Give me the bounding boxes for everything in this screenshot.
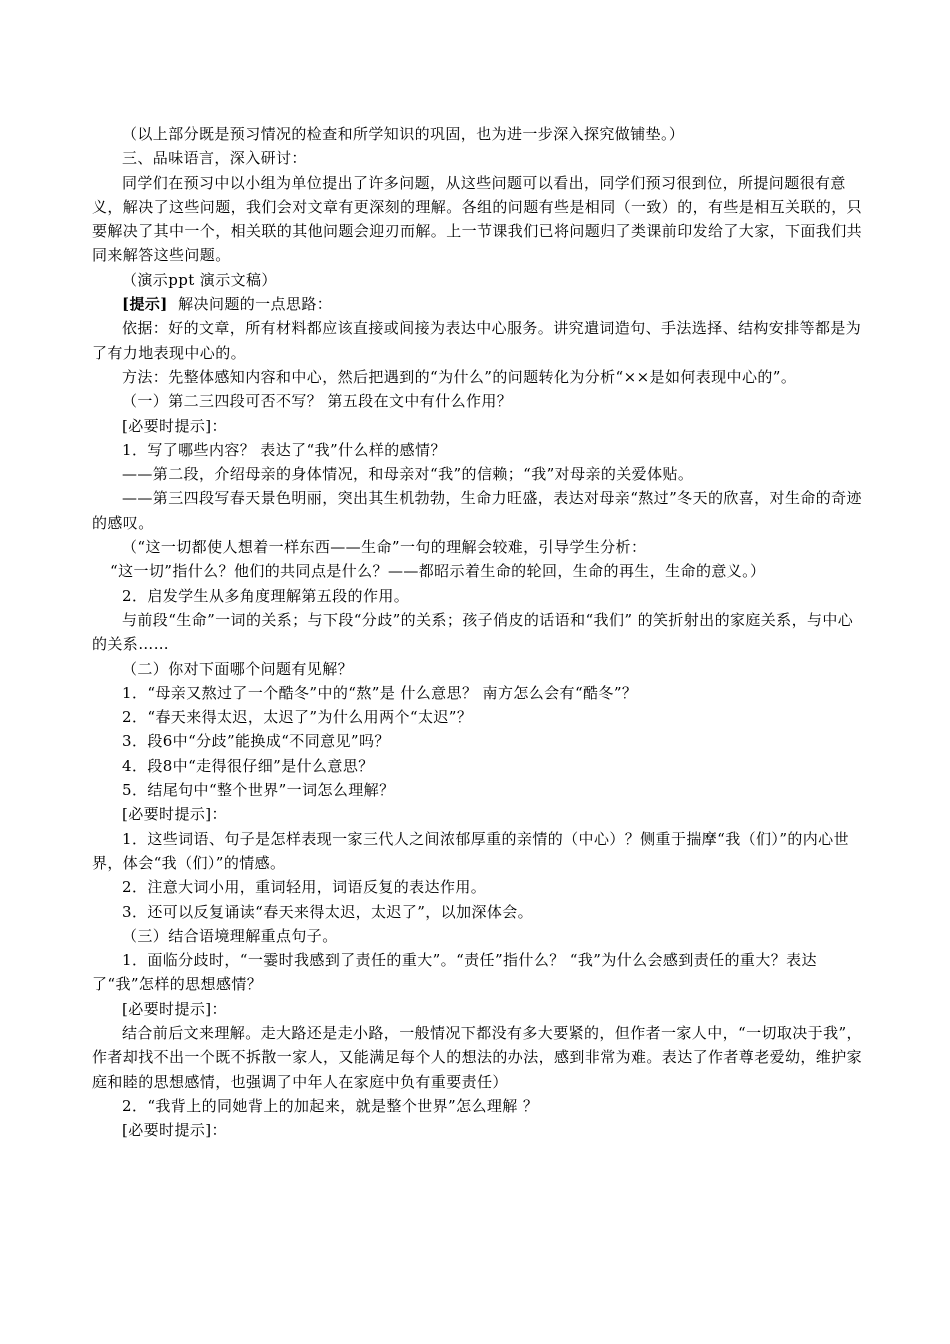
list-item: 1．面临分歧时，“一霎时我感到了责任的重大”。“责任”指什么？ “我”为什么会感到责任的重大？表达了“我”怎样的思想感情？	[92, 951, 817, 994]
list-item: 2．启发学生从多角度理解第五段的作用。	[122, 586, 410, 605]
question-heading-3: （三）结合语境理解重点句子。	[122, 926, 338, 945]
paragraph-quote-note: （“这一切都使人想着一样东西——生命”一句的理解会较难，引导学生分析：	[122, 538, 647, 557]
hint-label: [必要时提示]：	[122, 416, 227, 435]
list-item: 1．“母亲又熬过了一个酷冬”中的“熬”是 什么意思？ 南方怎么会有“酷冬”？	[122, 683, 638, 702]
paragraph-context: 结合前后文来理解。走大路还是走小路，一般情况下都没有多大要紧的，但作者一家人中，“一切取决于我”，作者却找不出一个既不拆散一家人，又能满足每个人的想法的办法，感到非常为难。表达了作者尊老爱幼，维护家庭和睦的思想感情，也强调了中年人在家庭中负有重要责任）	[92, 1023, 863, 1091]
paragraph-note: （以上部分既是预习情况的检查和所学知识的巩固，也为进一步深入探究做铺垫。）	[122, 125, 685, 143]
paragraph-method: 方法：先整体感知内容和中心，然后把遇到的“为什么”的问题转化为分析“××是如何表现中心的”。	[122, 367, 797, 386]
hint-label: [必要时提示]：	[122, 999, 227, 1018]
hint-label: [必要时提示]：	[122, 805, 227, 824]
list-item: 3．段6中“分歧”能换成“不同意见”吗？	[122, 732, 390, 751]
list-item: 2．注意大词小用，重词轻用，词语反复的表达作用。	[122, 878, 487, 897]
tip-label: [提示]	[122, 295, 168, 314]
paragraph-basis: 依据：好的文章，所有材料都应该直接或间接为表达中心服务。讲究遣词造句、手法选择、结构安排等都是为了有力地表现中心的。	[92, 319, 862, 362]
paragraph-dash-1: ——第二段，介绍母亲的身体情况，和母亲对“我”的信赖；“我”对母亲的关爱体贴。	[122, 465, 694, 484]
list-item: 2．“我背上的同她背上的加起来，就是整个世界”怎么理解 ？	[122, 1096, 539, 1115]
list-item: 1．这些词语、句子是怎样表现一家三代人之间浓郁厚重的亲情的（中心）？侧重于揣摩“我（们）”的内心世界，体会“我（们）”的情感。	[92, 829, 849, 872]
list-item: 4．段8中“走得很仔细”是什么意思？	[122, 756, 374, 775]
paragraph-quote-explain: “这一切”指什么？他们的共同点是什么？——都昭示着生命的轮回，生命的再生，生命的意义。）	[110, 562, 766, 581]
paragraph-relations: 与前段“生命”一词的关系；与下段“分歧”的关系；孩子俏皮的话语和“我们” 的笑折射出的家庭关系，与中心的关系……	[92, 610, 854, 654]
list-item: 5．结尾句中“整个世界”一词怎么理解？	[122, 781, 395, 800]
question-heading-1: （一）第二三四段可否不写？ 第五段在文中有什么作用？	[122, 392, 513, 411]
hint-label: [必要时提示]：	[122, 1121, 227, 1140]
tip-line	[92, 292, 862, 316]
document-page	[92, 122, 862, 1142]
list-item: 1．写了哪些内容？ 表达了“我”什么样的感情？	[122, 440, 446, 459]
tip-text: 解决问题的一点思路：	[178, 295, 333, 314]
paragraph-ppt: （演示ppt 演示文稿）	[122, 270, 277, 289]
list-item: 2．“春天来得太迟，太迟了”为什么用两个“太迟”？	[122, 708, 473, 727]
paragraph-intro: 同学们在预习中以小组为单位提出了许多问题，从这些问题可以看出，同学们预习很到位，所提问题很有意义，解决了这些问题，我们会对文章有更深刻的理解。各组的问题有些是相同（一致）的，有些是相互关联的，只要解决了其中一个，相关联的其他问题会迎刃而解。上一节课我们已将问题归了类课前印发给了大家，下面我们共同来解答这些问题。	[92, 173, 863, 265]
paragraph-dash-2: ——第三四段写春天景色明丽，突出其生机勃勃，生命力旺盛，表达对母亲“熬过”冬天的欣喜，对生命的奇迹的感叹。	[92, 489, 862, 532]
list-item: 3．还可以反复诵读“春天来得太迟，太迟了”，以加深体会。	[122, 902, 534, 921]
question-heading-2: （二）你对下面哪个问题有见解？	[122, 659, 354, 678]
section-heading: 三、品味语言，深入研讨：	[122, 149, 307, 168]
